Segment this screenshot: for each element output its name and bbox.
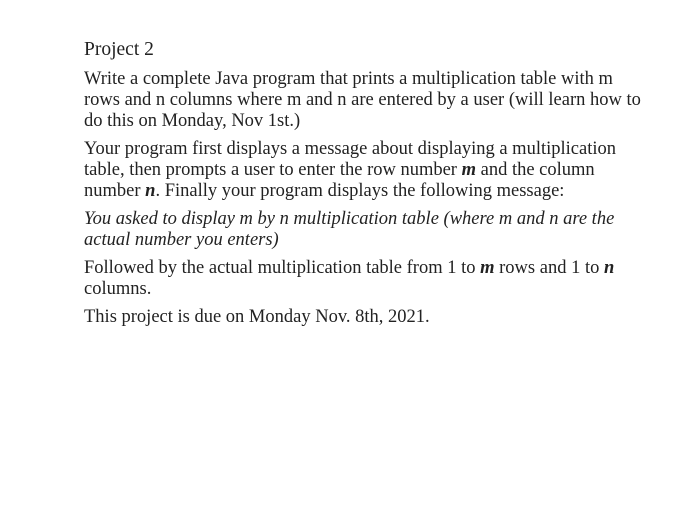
variable-m: m (461, 160, 476, 180)
document-body (84, 38, 644, 335)
paragraph-table-output-text-1: Followed by the actual multiplication table from 1 to (84, 258, 481, 278)
paragraph-table-output (84, 258, 644, 300)
paragraph-program-behavior-text-1: Your program first displays a message about displaying a multiplication table, then prompts a user to enter the row number (84, 139, 616, 180)
paragraph-table-output-text-2: rows and 1 to (494, 258, 604, 278)
paragraph-task-description: Write a complete Java program that prints a multiplication table with m rows and n columns where m and n are entered by a user (will learn how to do this on Monday, Nov 1st.) (84, 69, 641, 131)
paragraph-table-output-text-3: columns. (84, 279, 152, 299)
variable-n: n (145, 181, 156, 201)
paragraph-program-behavior-text-2: and the column number (84, 160, 595, 201)
project-title: Project 2 (84, 39, 154, 60)
variable-m: m (480, 258, 495, 278)
paragraph-display-message: You asked to display m by n multiplication table (where m and n are the actual number you enters) (84, 209, 615, 250)
paragraph-due-date: This project is due on Monday Nov. 8th, 2021. (84, 307, 430, 327)
variable-n: n (603, 258, 615, 278)
paragraph-program-behavior-text-3: . Finally your program displays the following message: (155, 181, 565, 201)
paragraph-program-behavior (84, 139, 644, 202)
